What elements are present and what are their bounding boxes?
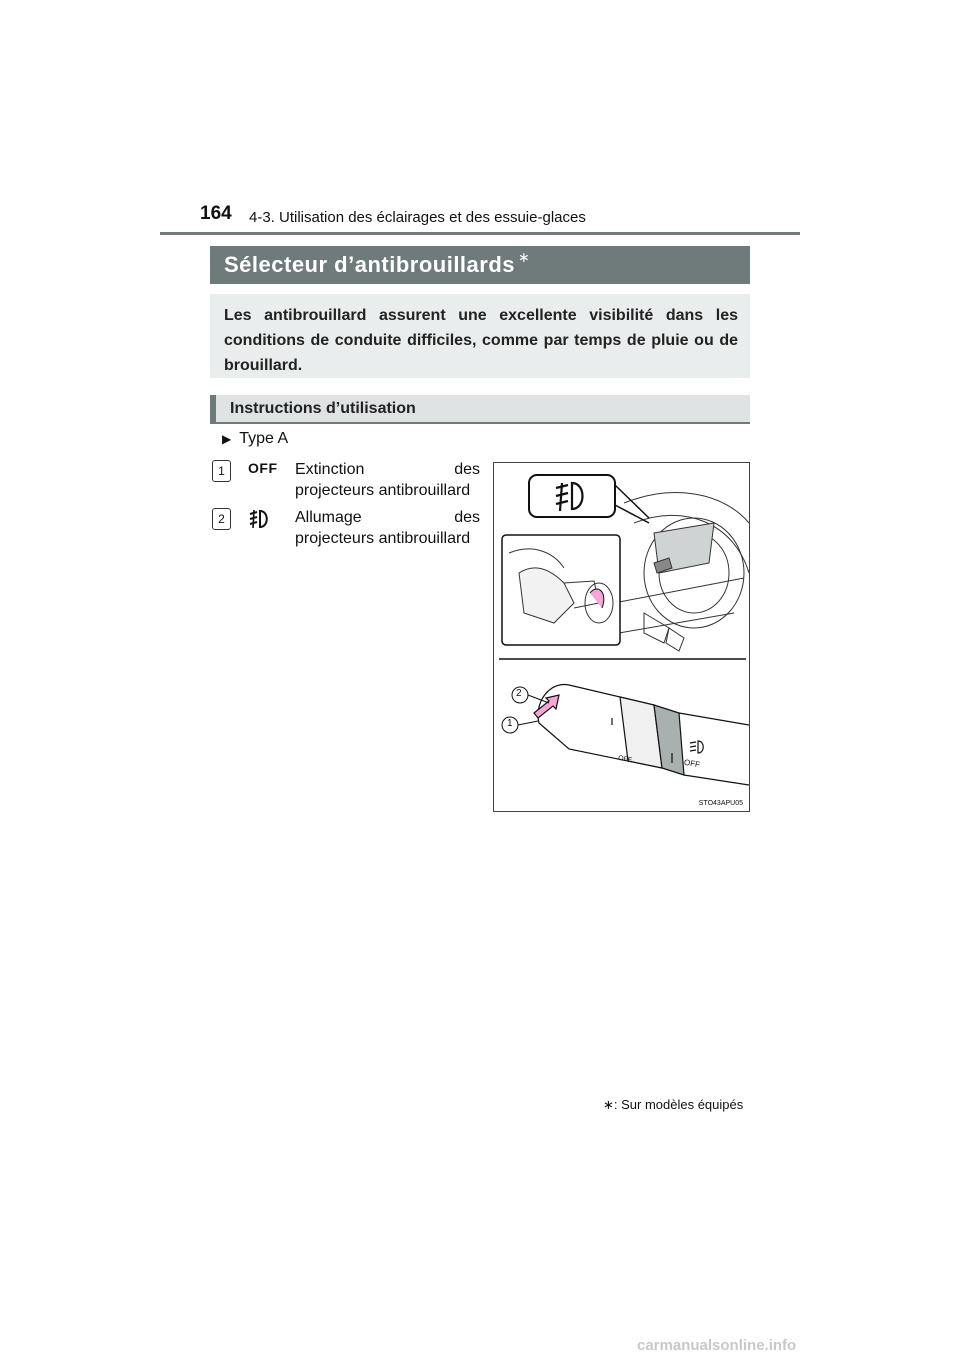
item-description: Extinction des projecteurs antibrouillard <box>295 461 480 499</box>
lever-sketch <box>534 685 749 785</box>
item-number: 2 <box>212 508 231 530</box>
instructions-heading: Instructions d’utilisation <box>210 395 750 424</box>
lever-fog-icon <box>690 741 703 753</box>
type-label <box>222 430 288 448</box>
fog-lamp-icon <box>248 508 272 533</box>
asterisk-mark: ∗ <box>518 248 531 265</box>
chapter-title: 4-3. Utilisation des éclairages et des essuie-glaces <box>249 209 586 226</box>
section-title: Sélecteur d’antibrouillards <box>224 252 516 277</box>
item-description: Allumage des projecteurs antibrouillard <box>295 509 480 547</box>
page-number: 164 <box>200 203 232 224</box>
figure-code: STO43APU05 <box>698 800 743 807</box>
list-item-off <box>212 460 480 510</box>
footnote: ∗: Sur modèles équipés <box>603 1097 744 1112</box>
fog-switch-illustration <box>493 462 750 812</box>
lever-off-label: OFF <box>617 754 633 765</box>
list-item-on <box>212 508 480 558</box>
watermark: carmanualsonline.info <box>637 1337 797 1354</box>
dashboard-sketch <box>614 493 749 651</box>
section-title-bar <box>210 246 750 284</box>
callout-1-label: 1 <box>507 718 513 729</box>
callout-2-label: 2 <box>516 688 522 699</box>
off-symbol: OFF <box>248 460 278 476</box>
lever-off-label-2: OFF <box>683 757 701 770</box>
type-text: Type A <box>239 430 289 447</box>
item-number: 1 <box>212 460 231 482</box>
intro-box: Les antibrouillard assurent une excellente visibilité dans les conditions de conduite difficiles, comme par temps de pluie ou de brouillard. <box>210 294 750 378</box>
header-rule <box>160 232 800 235</box>
triangle-bullet-icon: ▶ <box>222 432 232 446</box>
